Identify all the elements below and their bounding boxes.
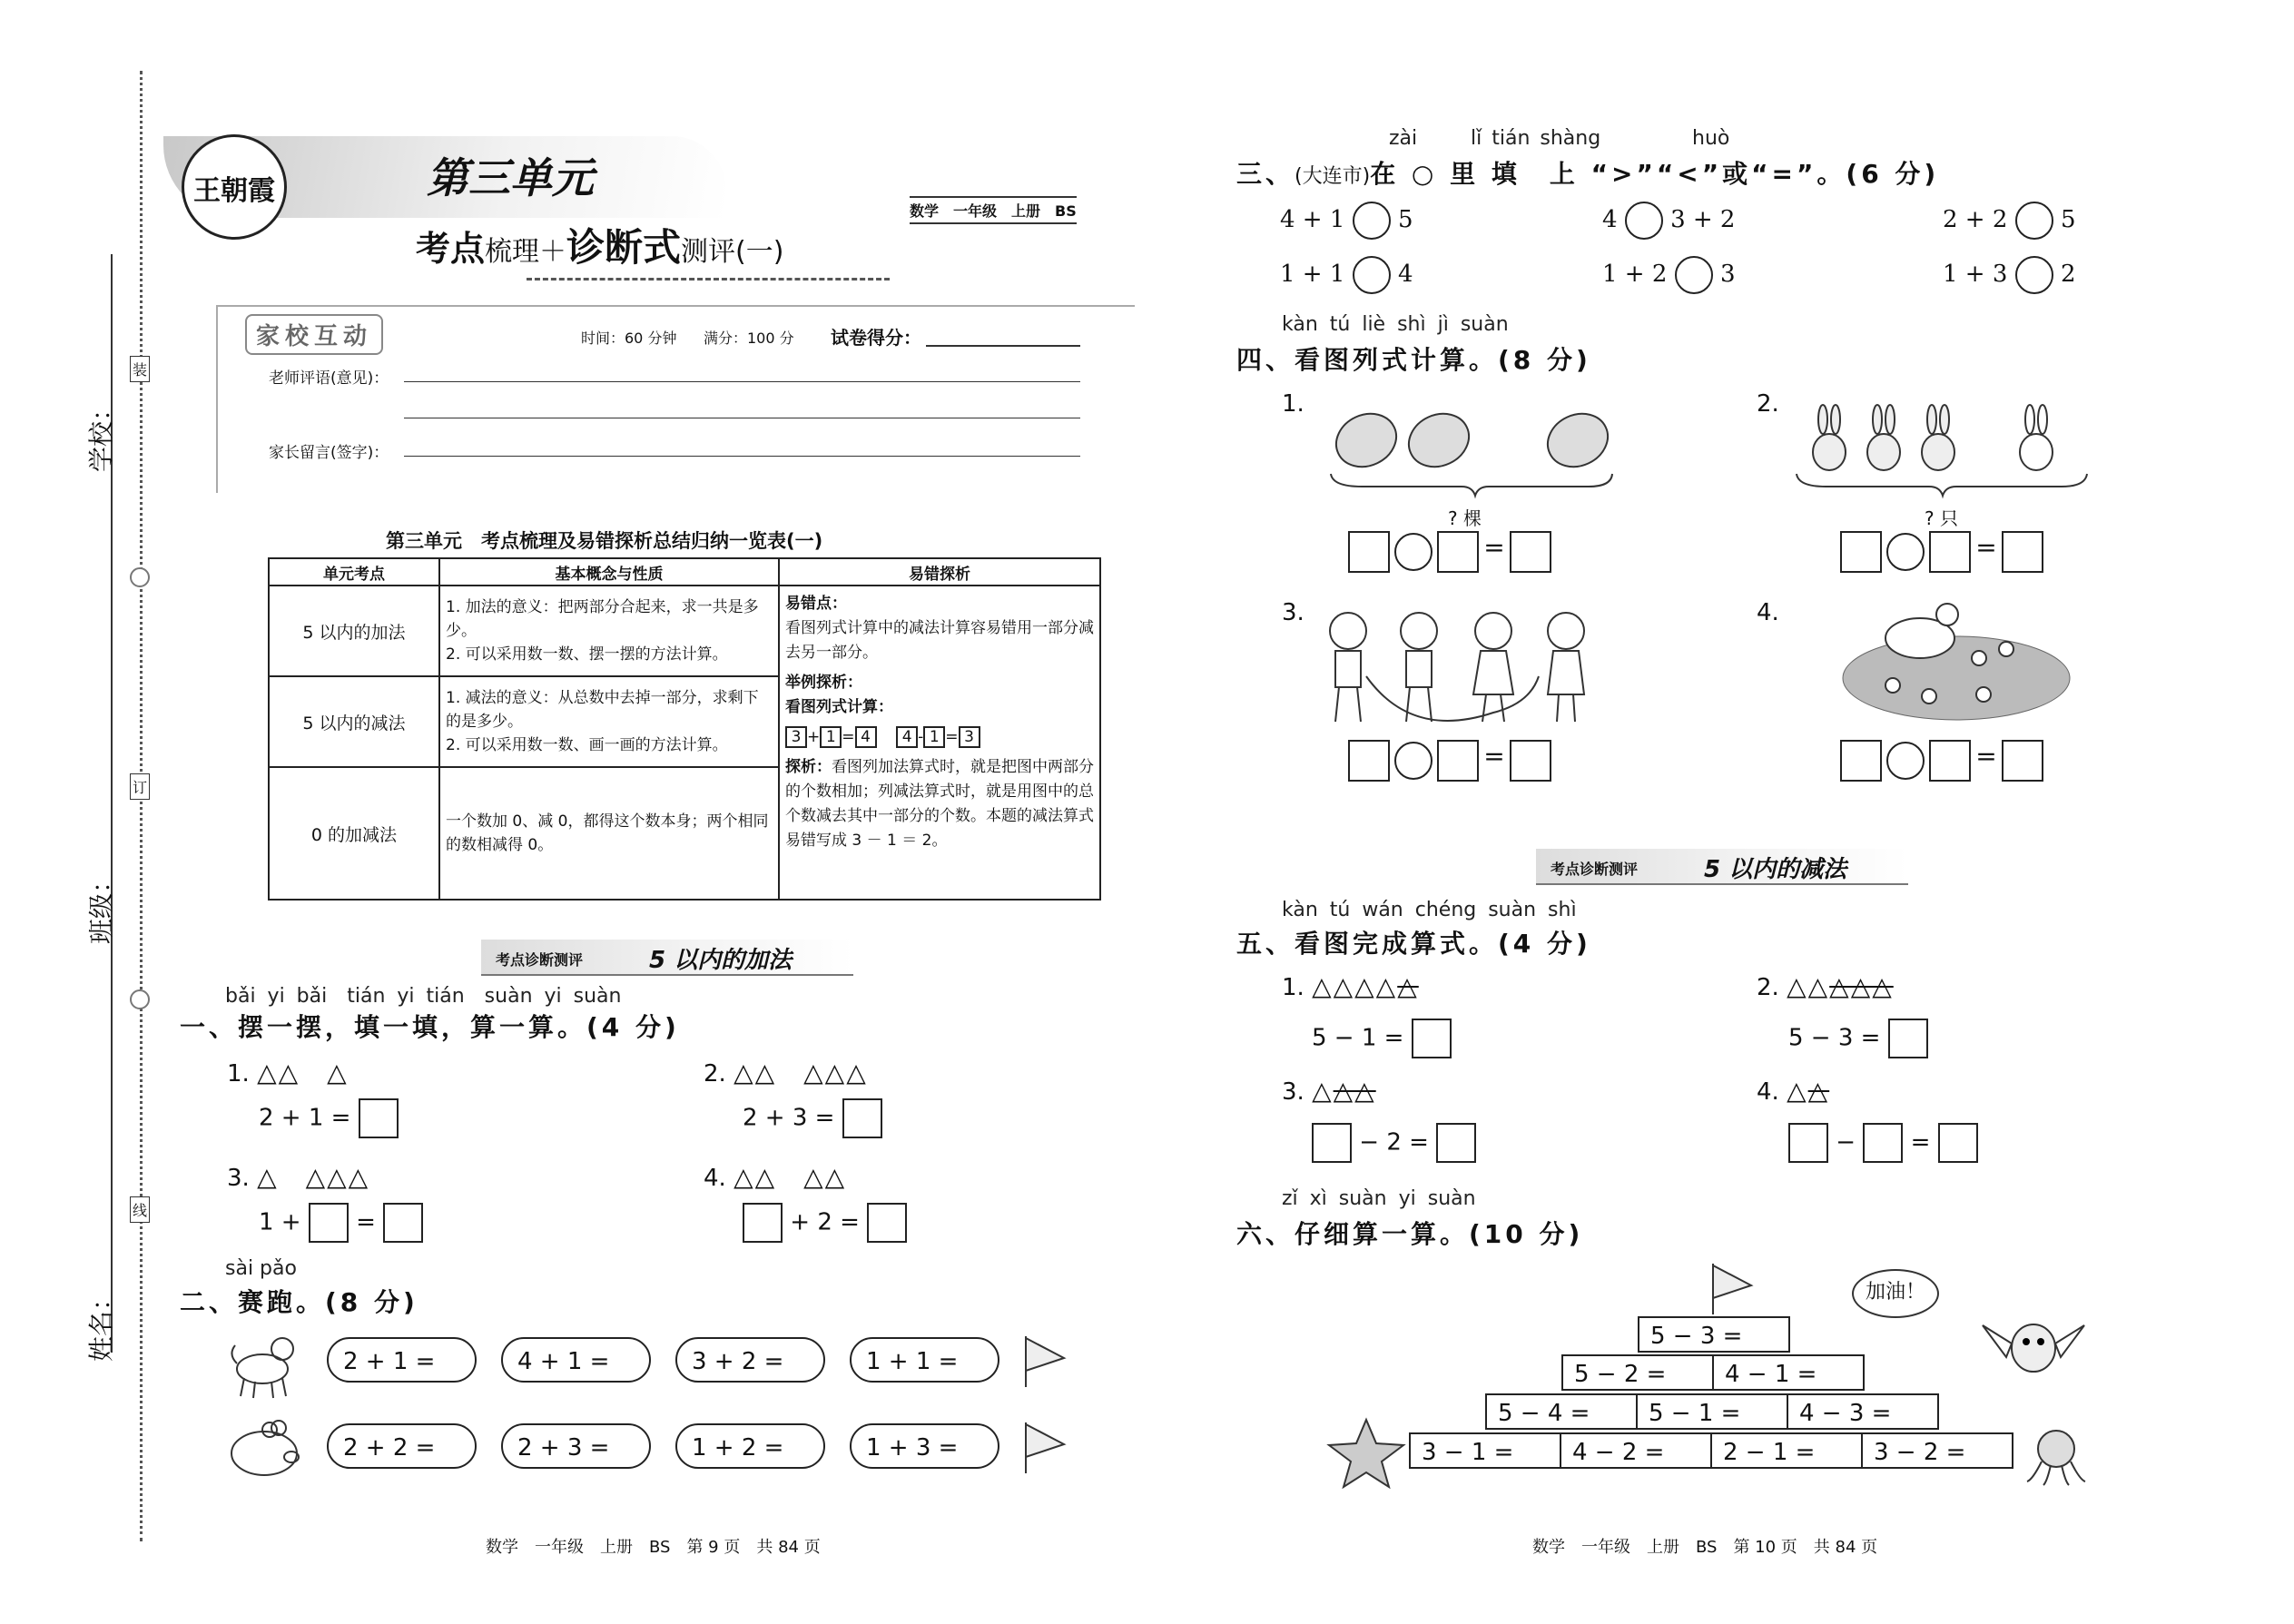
summary-topic: 5 以内的加法 <box>269 586 439 676</box>
q4-label-4: 4. <box>1757 599 1779 626</box>
analysis-label: 探析： <box>785 758 832 776</box>
pyramid-cell[interactable]: 3 − 2 = <box>1861 1432 2013 1469</box>
summary-concept <box>439 676 779 767</box>
analysis <box>785 755 1094 853</box>
compare-row <box>1943 202 2075 240</box>
unit-title: 第三单元 <box>427 153 594 202</box>
class-label: 班级： <box>86 867 116 944</box>
answer-box[interactable] <box>743 1203 783 1243</box>
concept-line: 1. 减法的意义：从总数中去掉一部分，求剩下的是多少。 <box>446 689 759 731</box>
answer-box[interactable] <box>867 1203 907 1243</box>
crossed-triangles: △ <box>1807 1076 1830 1106</box>
score-label: 试卷得分： <box>831 327 921 349</box>
compare-row <box>1943 256 2075 294</box>
cabbage-picture <box>1325 399 1616 503</box>
banner-tag: 考点诊断测评 <box>496 951 584 969</box>
compare-circle[interactable] <box>1675 256 1713 294</box>
answer-box[interactable] <box>1348 531 1390 573</box>
answer-box[interactable] <box>2002 531 2043 573</box>
q2-pinyin: sài pǎo <box>225 1257 297 1280</box>
parent-note-label: 家长留言(签字)： <box>269 444 389 462</box>
q1-pinyin: bǎi yi bǎi tián yi tián suàn yi suàn <box>225 985 622 1008</box>
pyramid-cell[interactable]: 5 − 3 = <box>1638 1316 1790 1353</box>
race-expr[interactable]: 1 + 3 = <box>850 1423 999 1469</box>
triangles: △ <box>1312 1076 1334 1106</box>
finish-flag-icon <box>1024 1334 1069 1393</box>
error-analysis-cell <box>779 586 1100 900</box>
operator-circle[interactable] <box>1886 533 1925 571</box>
triangles: △△ △△ <box>733 1162 847 1192</box>
answer-box[interactable] <box>1510 740 1551 782</box>
footer-left: 数学 一年级 上册 BS 第 9 页 共 84 页 <box>486 1538 821 1557</box>
q6-pinyin: zǐ xì suàn yi suàn <box>1282 1187 1476 1210</box>
race-expr[interactable]: 3 + 2 = <box>675 1337 825 1383</box>
eq-box: 1 <box>820 726 842 748</box>
compare-right: 5 <box>2060 206 2076 233</box>
item-number: 4. <box>704 1165 726 1192</box>
eq-box: 4 <box>855 726 877 748</box>
pyramid-cell[interactable]: 4 − 3 = <box>1787 1393 1939 1430</box>
subtitle-a: 考点 <box>416 229 486 269</box>
q5-eq-1 <box>1312 1019 1452 1058</box>
q5-eq-2 <box>1788 1019 1928 1058</box>
summary-table <box>268 557 1101 901</box>
banner-title: 5 以内的减法 <box>1704 856 1847 883</box>
example-label: 举例探析： <box>785 674 862 692</box>
item-number: 4. <box>1757 1078 1779 1106</box>
triangles: △△△△ <box>1312 971 1398 1001</box>
answer-box[interactable] <box>1348 740 1390 782</box>
compare-circle[interactable] <box>2015 256 2053 294</box>
race-expr[interactable]: 2 + 1 = <box>327 1337 477 1383</box>
q1-title: 一、摆一摆，填一填，算一算。(4 分) <box>180 1012 680 1042</box>
full-score-text: 满分：100 分 <box>704 330 794 347</box>
equation: 2 + 1 = <box>259 1104 351 1132</box>
octopus-icon <box>2020 1425 2092 1492</box>
finish-flag-icon <box>1024 1421 1069 1479</box>
error-label: 易错点： <box>785 595 847 613</box>
triangles: △ △△△ <box>257 1162 370 1192</box>
race-expr[interactable]: 1 + 1 = <box>850 1337 999 1383</box>
example-equations <box>785 725 1094 750</box>
summary-header-error: 易错探析 <box>779 558 1100 586</box>
answer-box[interactable] <box>1437 531 1479 573</box>
q1-item-3 <box>227 1157 369 1194</box>
time-text: 时间：60 分钟 <box>581 330 677 347</box>
pig-icon <box>222 1412 306 1484</box>
summary-concept <box>439 767 779 900</box>
summary-header-concept: 基本概念与性质 <box>439 558 779 586</box>
summary-topic: 0 的加减法 <box>269 767 439 900</box>
q1-eq-2 <box>743 1098 882 1138</box>
answer-box[interactable] <box>1412 1019 1452 1058</box>
concept-line: 2. 可以采用数一数、画一画的方法计算。 <box>446 736 728 754</box>
answer-box[interactable] <box>1437 740 1479 782</box>
equation: − <box>1836 1128 1856 1156</box>
equation: = <box>1910 1128 1931 1156</box>
summary-topic: 5 以内的减法 <box>269 676 439 767</box>
compare-circle[interactable] <box>2015 202 2053 240</box>
race-expr[interactable]: 1 + 2 = <box>675 1423 825 1469</box>
pyramid-cell[interactable]: 5 − 4 = <box>1485 1393 1638 1430</box>
item-number: 1. <box>227 1060 250 1088</box>
q3-pinyin-2: lǐ tián shàng <box>1471 127 1601 150</box>
compare-circle[interactable] <box>1353 202 1391 240</box>
compare-left: 1 + 1 <box>1280 261 1345 288</box>
concept-line: 一个数加 0、减 0，都得这个数本身；两个相同的数相减得 0。 <box>446 812 769 854</box>
q3-title-prefix: 三、 <box>1236 159 1295 189</box>
footer-right: 数学 一年级 上册 BS 第 10 页 共 84 页 <box>1532 1538 1878 1557</box>
answer-box[interactable] <box>359 1098 399 1138</box>
binding-dotted-line <box>140 71 143 1541</box>
q5-pinyin: kàn tú wán chéng suàn shì <box>1282 899 1577 921</box>
answer-box[interactable] <box>1888 1019 1928 1058</box>
eq-op: = <box>842 728 855 746</box>
seal-char-1: 装 <box>130 356 150 382</box>
subtraction-banner <box>1536 849 1908 885</box>
summit-flag-icon <box>1711 1262 1757 1320</box>
eq-op: = <box>945 728 959 746</box>
q4-eq-2: = <box>1840 531 2043 573</box>
q4-eq-4: = <box>1840 740 2043 782</box>
triangles: △△ △△△ <box>733 1058 868 1088</box>
answer-box[interactable] <box>1929 531 1971 573</box>
race-expr[interactable]: 2 + 3 = <box>501 1423 651 1469</box>
home-school-badge: 家校互动 <box>245 314 383 355</box>
q6-title: 六、仔细算一算。(10 分) <box>1236 1219 1584 1249</box>
q4-eq-3: = <box>1348 740 1551 782</box>
addition-banner <box>481 940 853 976</box>
race-expr[interactable]: 4 + 1 = <box>501 1337 651 1383</box>
q4-title: 四、看图列式计算。(8 分) <box>1236 345 1591 375</box>
q4-label-2: 2. <box>1757 390 1779 418</box>
race-expr[interactable]: 2 + 2 = <box>327 1423 477 1469</box>
logo-text: 王朝霞 <box>193 175 275 207</box>
q1-eq-4 <box>743 1203 907 1243</box>
q1-item-1 <box>227 1053 349 1089</box>
q4-label-1: 1. <box>1282 390 1305 418</box>
hen-chicks-picture <box>1838 595 2074 725</box>
seal-char-3: 线 <box>130 1196 150 1223</box>
compare-left: 4 + 1 <box>1280 206 1345 233</box>
eq-op: - <box>918 728 924 746</box>
operator-circle[interactable] <box>1394 533 1433 571</box>
crossed-triangles: △ <box>1397 971 1419 1001</box>
q3-pinyin-3: huò <box>1692 127 1730 150</box>
summary-title: 第三单元 考点梳理及易错探析总结归纳一览表(一) <box>386 530 823 552</box>
compare-row <box>1602 256 1735 294</box>
q4-pinyin: kàn tú liè shì jì suàn <box>1282 313 1509 336</box>
score-field[interactable] <box>926 345 1080 347</box>
cheer-bubble <box>1852 1269 1939 1318</box>
header-dashed-line <box>527 278 890 281</box>
crossed-triangles: △△△ <box>1829 971 1894 1001</box>
error-text: 看图列式计算中的减法计算容易错用一部分减去另一部分。 <box>785 619 1094 662</box>
q5-item-1 <box>1282 971 1419 1001</box>
operator-circle[interactable] <box>1886 742 1925 780</box>
answer-box[interactable] <box>1840 531 1882 573</box>
pyramid-cell[interactable]: 3 − 1 = <box>1409 1432 1561 1469</box>
compare-left: 4 <box>1602 206 1618 233</box>
rabbits-picture <box>1793 399 2092 503</box>
answer-box[interactable] <box>1788 1123 1828 1163</box>
answer-box[interactable] <box>1840 740 1882 782</box>
answer-box[interactable] <box>1938 1123 1978 1163</box>
analysis-text: 看图列加法算式时，就是把图中两部分的个数相加；列减法算式时，就是用图中的总个数减去其中一部分的个数。本题的减法算式易错写成 3 － 1 ＝ 2。 <box>785 758 1094 850</box>
banner-title: 5 以内的加法 <box>649 947 793 974</box>
pyramid-cell[interactable]: 4 − 1 = <box>1712 1354 1865 1391</box>
equation: = <box>356 1208 376 1236</box>
item-number: 3. <box>1282 1078 1305 1106</box>
compare-row <box>1280 202 1413 240</box>
q5-eq-4 <box>1788 1123 1978 1163</box>
q1-eq-3 <box>259 1203 423 1243</box>
triangles: △△ △ <box>257 1058 349 1088</box>
subtitle-d: 测评(一) <box>681 236 784 268</box>
example-calc: 看图列式计算： <box>785 698 893 716</box>
compare-right: 5 <box>1397 206 1413 233</box>
teacher-comment-label: 老师评语(意见)： <box>269 369 389 388</box>
logo-seal <box>182 134 287 240</box>
children-picture <box>1312 604 1611 734</box>
binding-hole-icon <box>130 567 150 587</box>
q2-title: 二、赛跑。(8 分) <box>180 1287 418 1317</box>
compare-left: 1 + 2 <box>1602 261 1668 288</box>
pyramid-cell[interactable]: 5 − 2 = <box>1561 1354 1714 1391</box>
answer-box[interactable] <box>1510 531 1551 573</box>
parent-note-line[interactable] <box>404 456 1080 457</box>
eq-box: 1 <box>923 726 945 748</box>
equation: 2 + 3 = <box>743 1104 835 1132</box>
equation: − 2 = <box>1359 1128 1429 1156</box>
item-number: 3. <box>227 1165 250 1192</box>
book-tag: 数学 一年级 上册 BS <box>910 196 1077 224</box>
bubble-text: 加油！ <box>1865 1281 1925 1304</box>
crossed-triangles: △△ <box>1333 1076 1376 1106</box>
operator-circle[interactable] <box>1394 742 1433 780</box>
compare-right: 3 + 2 <box>1670 206 1736 233</box>
compare-circle[interactable] <box>1353 256 1391 294</box>
pyramid-cell[interactable]: 2 − 1 = <box>1710 1432 1863 1469</box>
answer-box[interactable] <box>1436 1123 1476 1163</box>
equation: 5 − 3 = <box>1788 1024 1881 1052</box>
unit-label: ? 只 <box>1925 507 1958 529</box>
q5-eq-3 <box>1312 1123 1476 1163</box>
item-number: 1. <box>1282 974 1305 1001</box>
subtitle-b: 梳理＋ <box>485 236 567 268</box>
name-label: 姓名： <box>86 1284 116 1362</box>
summary-header-topic: 单元考点 <box>269 558 439 586</box>
concept-line: 2. 可以采用数一数、摆一摆的方法计算。 <box>446 645 728 664</box>
triangles: △△ <box>1787 971 1830 1001</box>
q3-pinyin-1: zài <box>1389 127 1418 150</box>
pony-icon <box>222 1327 302 1400</box>
compare-row <box>1280 256 1413 294</box>
equation: 5 − 1 = <box>1312 1024 1404 1052</box>
header-subtitle <box>416 218 783 272</box>
answer-box[interactable] <box>842 1098 882 1138</box>
answer-box[interactable] <box>309 1203 349 1243</box>
equation: 1 + <box>259 1208 301 1236</box>
triangles: △ <box>1787 1076 1808 1106</box>
answer-box[interactable] <box>383 1203 423 1243</box>
eq-box: 4 <box>896 726 918 748</box>
concept-line: 1. 加法的意义：把两部分合起来，求一共是多少。 <box>446 598 759 640</box>
q5-item-2 <box>1757 971 1894 1001</box>
answer-box[interactable] <box>2002 740 2043 782</box>
starfish-icon <box>1325 1416 1407 1492</box>
compare-right: 4 <box>1397 261 1413 288</box>
banner-tag: 考点诊断测评 <box>1551 861 1639 878</box>
unit-label: ? 棵 <box>1448 507 1482 529</box>
q1-item-4 <box>704 1157 846 1194</box>
eq-box: 3 <box>785 726 807 748</box>
pyramid-cell[interactable]: 5 − 1 = <box>1636 1393 1788 1430</box>
compare-circle[interactable] <box>1625 202 1663 240</box>
seal-char-2: 订 <box>130 773 150 800</box>
compare-left: 1 + 3 <box>1943 261 2008 288</box>
q3-title-city: (大连市) <box>1295 165 1371 188</box>
binding-hole-icon <box>130 989 150 1009</box>
compare-left: 2 + 2 <box>1943 206 2008 233</box>
q5-item-3 <box>1282 1076 1376 1106</box>
eq-op: + <box>807 728 821 746</box>
compare-row <box>1602 202 1735 240</box>
item-number: 2. <box>1757 974 1779 1001</box>
pyramid-cell[interactable]: 4 − 2 = <box>1560 1432 1712 1469</box>
q1-item-2 <box>704 1053 868 1089</box>
answer-box[interactable] <box>1929 740 1971 782</box>
q5-item-4 <box>1757 1076 1829 1106</box>
teacher-comment-line[interactable] <box>404 381 1080 382</box>
eq-box: 3 <box>959 726 980 748</box>
answer-box[interactable] <box>1312 1123 1352 1163</box>
answer-box[interactable] <box>1863 1123 1903 1163</box>
compare-right: 3 <box>1719 261 1736 288</box>
school-label: 学校： <box>86 395 116 472</box>
compare-right: 2 <box>2060 261 2076 288</box>
q4-label-3: 3. <box>1282 599 1305 626</box>
q4-eq-1: = <box>1348 531 1551 573</box>
q3-title-body: 在 ○ 里 填 上 “>”“<”或“=”。(6 分) <box>1370 159 1940 189</box>
q3-title <box>1236 154 1939 191</box>
summary-concept <box>439 586 779 676</box>
item-number: 2. <box>704 1060 726 1088</box>
equation: + 2 = <box>790 1208 860 1236</box>
q1-eq-1 <box>259 1098 399 1138</box>
q5-title: 五、看图完成算式。(4 分) <box>1236 929 1591 959</box>
subtitle-c: 诊断式 <box>566 225 682 270</box>
bird-icon <box>1979 1307 2088 1393</box>
